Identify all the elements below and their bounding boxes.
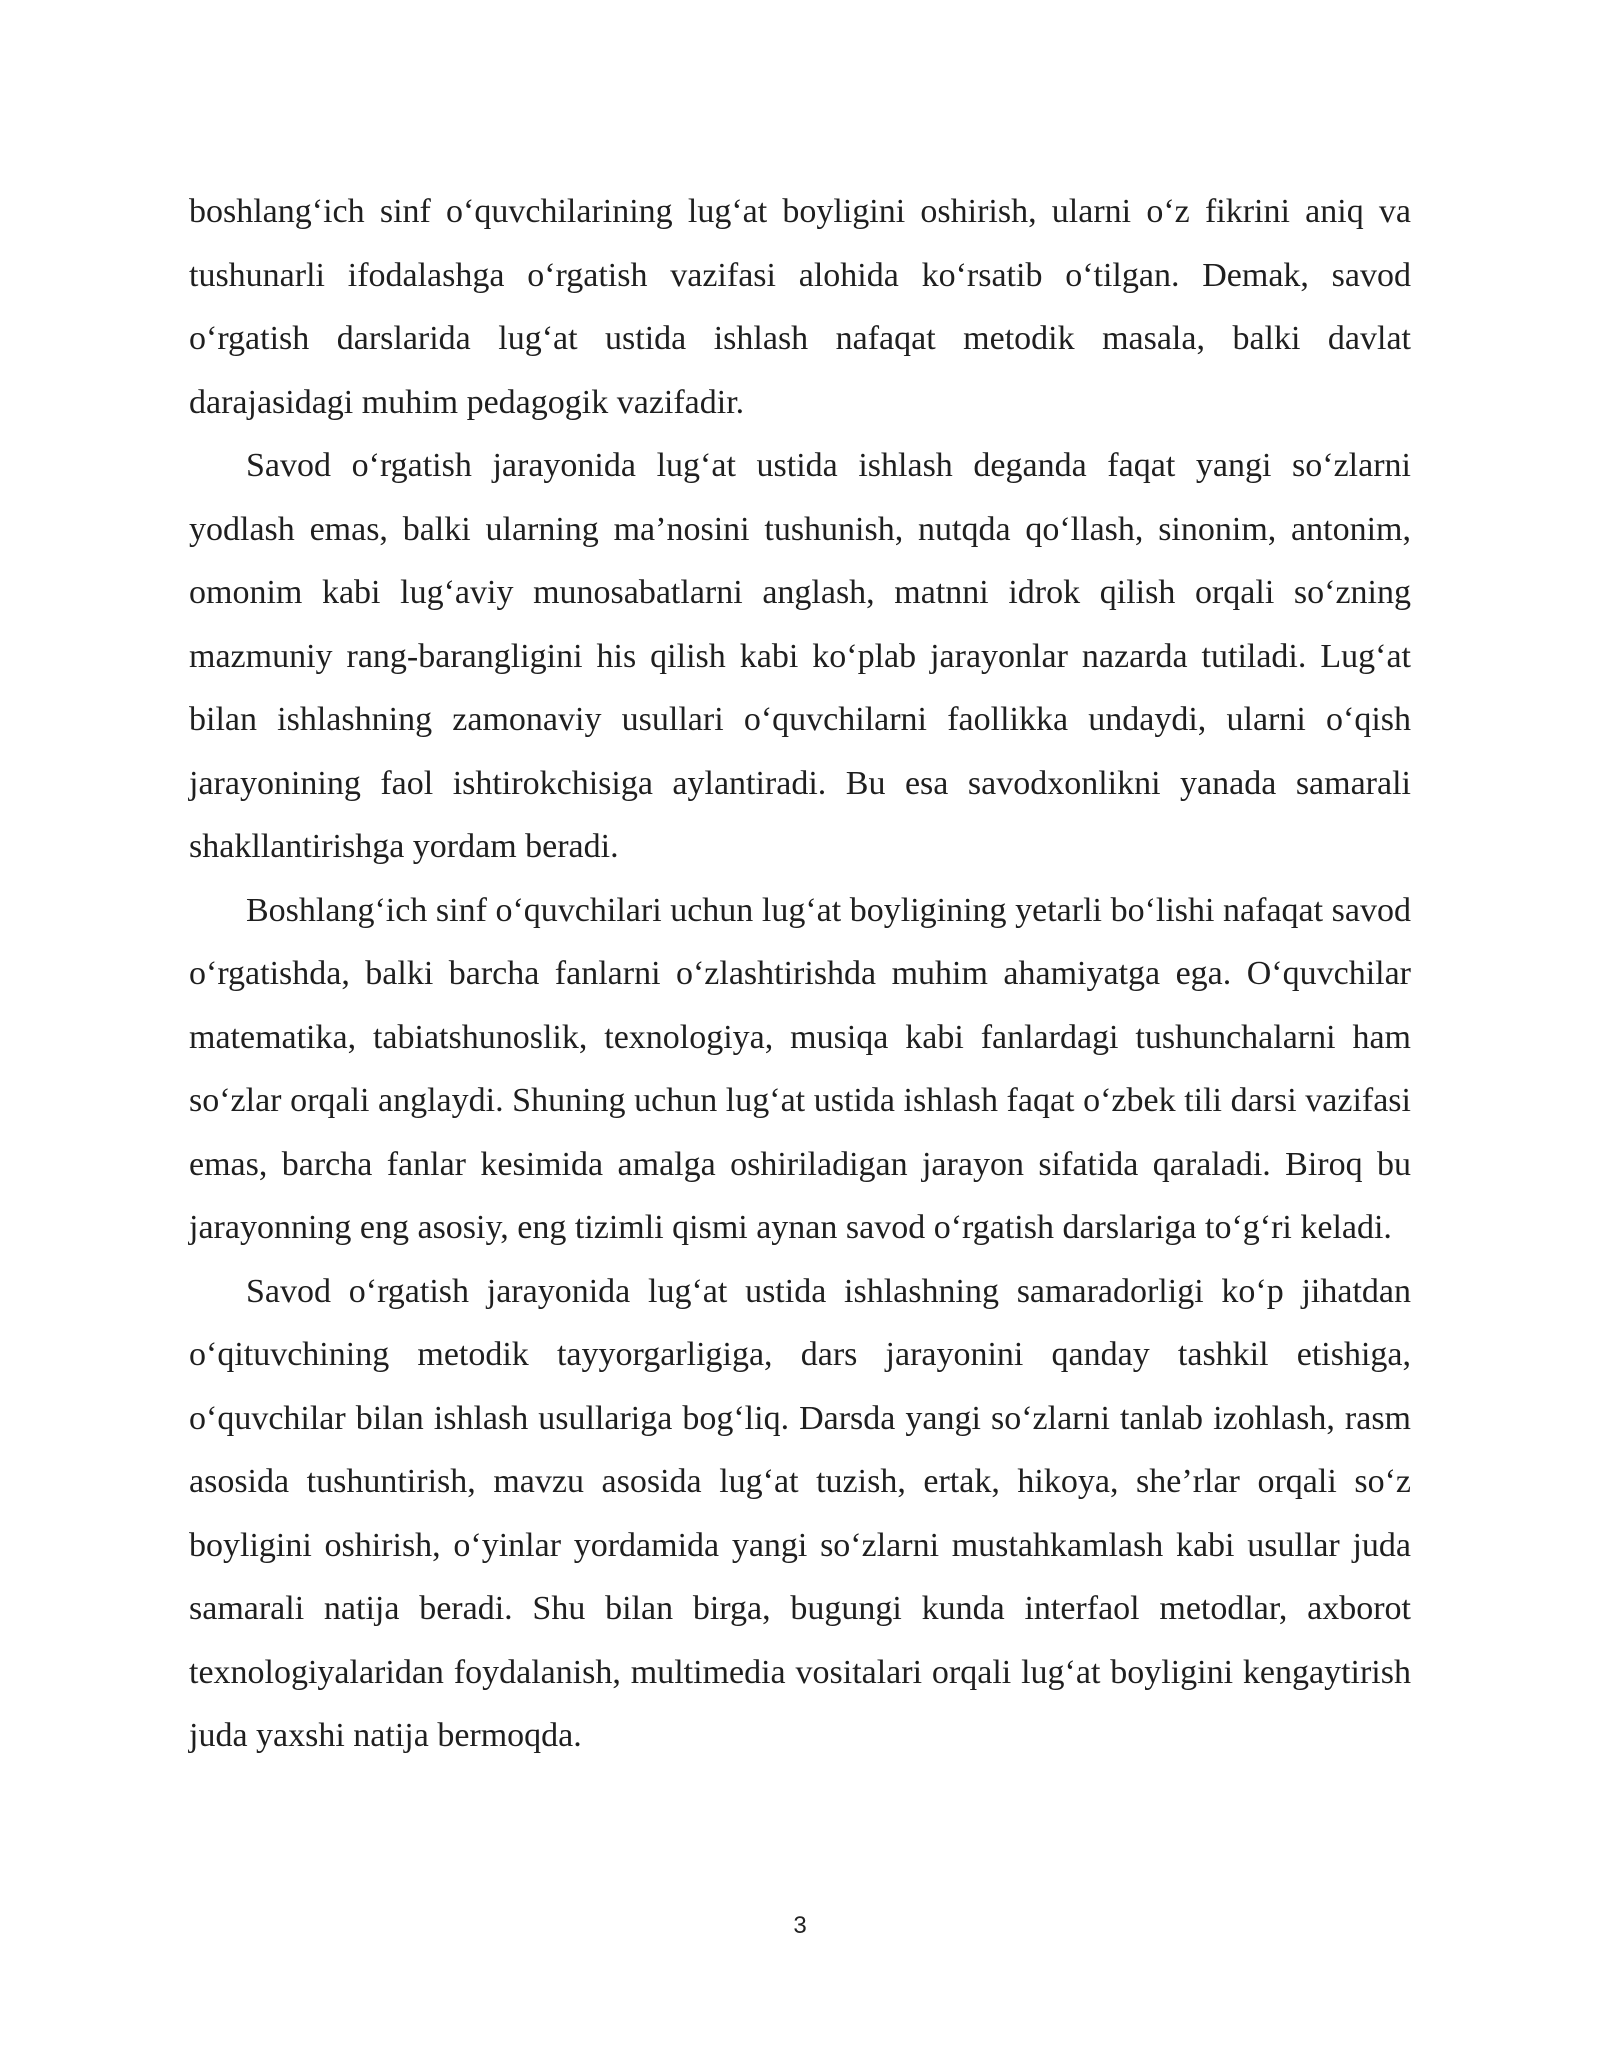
paragraph: Savod o‘rgatish jarayonida lug‘at ustida ishlash deganda faqat yangi so‘zlarni yodlash emas, balki ularning ma’nosini tushunish, nutqda qo‘llash, sinonim, antonim, omonim kabi lug‘aviy munosabatlarni anglash, matnni idrok qilish orqali so‘zning mazmuniy rang-barangligini his qilish kabi ko‘plab jarayonlar nazarda tutiladi. Lug‘at bilan ishlashning zamonaviy usullari o‘quvchilarni faollikka undaydi, ularni o‘qish jarayonining faol ishtirokchisiga aylantiradi. Bu esa savodxonlikni yanada samarali shakllantirishga yordam beradi. (189, 447, 1411, 865)
page-number: 3 (793, 1912, 807, 1939)
paragraph: Savod o‘rgatish jarayonida lug‘at ustida ishlashning samaradorligi ko‘p jihatdan o‘qituvchining metodik tayyorgarligiga, dars jarayonini qanday tashkil etishiga, o‘quvchilar bilan ishlash usullariga bog‘liq. Darsda yangi so‘zlarni tanlab izohlash, rasm asosida tushuntirish, mavzu asosida lug‘at tuzish, ertak, hikoya, she’rlar orqali so‘z boyligini oshirish, o‘yinlar yordamida yangi so‘zlarni mustahkamlash kabi usullar juda samarali natija beradi. Shu bilan birga, bugungi kunda interfaol metodlar, axborot texnologiyalaridan foydalanish, multimedia vositalari orqali lug‘at boyligini kengaytirish juda yaxshi natija bermoqda. (189, 1272, 1411, 1754)
paragraph: boshlang‘ich sinf o‘quvchilarining lug‘at boyligini oshirish, ularni o‘z fikrini aniq va tushunarli ifodalashga o‘rgatish vazifasi alohida ko‘rsatib o‘tilgan. Demak, savod o‘rgatish darslarida lug‘at ustida ishlash nafaqat metodik masala, balki davlat darajasidagi muhim pedagogik vazifadir. (189, 193, 1411, 421)
document-body (189, 180, 1411, 1768)
paragraph: Boshlang‘ich sinf o‘quvchilari uchun lug‘at boyligining yetarli bo‘lishi nafaqat savod o‘rgatishda, balki barcha fanlarni o‘zlashtirishda muhim ahamiyatga ega. O‘quvchilar matematika, tabiatshunoslik, texnologiya, musiqa kabi fanlardagi tushunchalarni ham so‘zlar orqali anglaydi. Shuning uchun lug‘at ustida ishlash faqat o‘zbek tili darsi vazifasi emas, barcha fanlar kesimida amalga oshiriladigan jarayon sifatida qaraladi. Biroq bu jarayonning eng asosiy, eng tizimli qismi aynan savod o‘rgatish darslariga to‘g‘ri keladi. (189, 891, 1411, 1246)
